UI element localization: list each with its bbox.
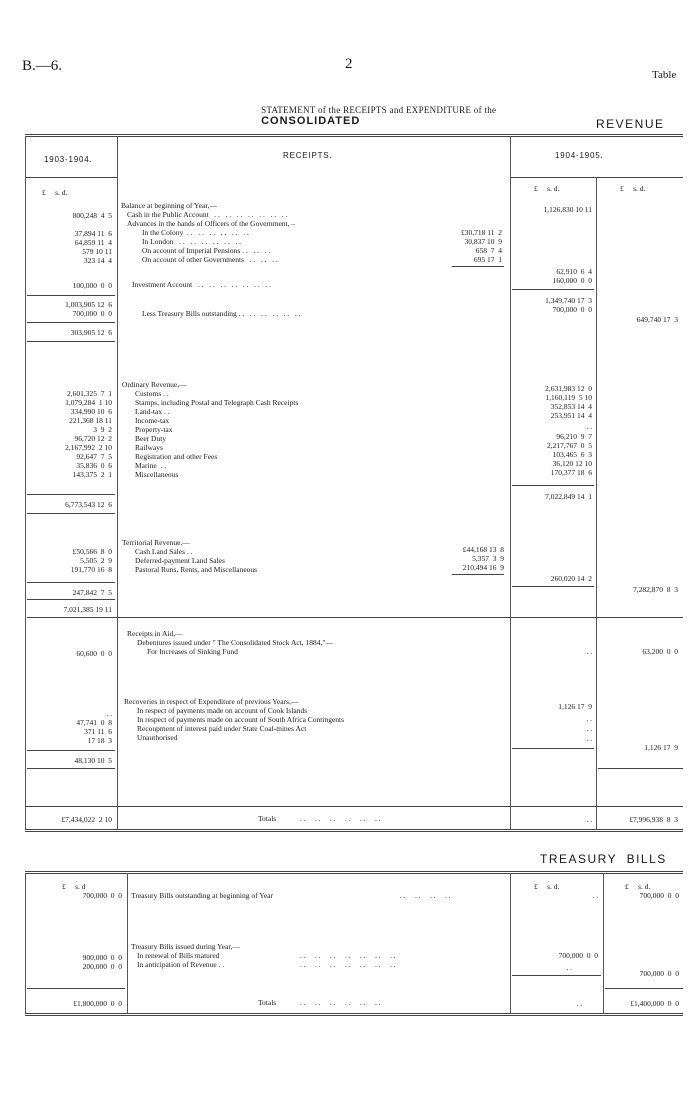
territorial-rule-left [27, 582, 115, 583]
ordinary-rule-mid [512, 485, 594, 486]
ord-prev-stamps: 1,079,284 1 10 [65, 398, 112, 407]
ord-curr-land-tax: 352,853 14 4 [550, 402, 592, 411]
rec-label-south-africa: In respect of payments made on account of South Africa Contingents [137, 715, 345, 724]
territorial-rule-mid [512, 586, 594, 587]
rec-prev-south-africa: 47,741 0 8 [76, 718, 112, 727]
ord-prev-property-tax: 3 9 2 [93, 425, 112, 434]
tb-outstanding-prev: 700,000 0 0 [72, 309, 112, 318]
advances-subtotal-rule [452, 266, 504, 267]
territorial-total-prev: 247,842 7 5 [72, 588, 112, 597]
revenue-bottom-border [25, 829, 683, 830]
tb-totals-curr: . . [576, 999, 582, 1008]
balance-heading: Balance at beginning of Year,— [121, 201, 217, 210]
recoveries-heading: Recoveries in respect of Expenditure of previous Years,— [124, 697, 299, 706]
investment-label: Investment Account . . . . . . . . . . . . . . [132, 280, 271, 289]
ord-label-customs: Customs . . [135, 389, 169, 398]
terr-inner-pastoral: 210,494 16 9 [462, 563, 504, 572]
ord-prev-misc: 143,375 2 1 [72, 470, 112, 479]
ord-label-land-tax: Land-tax . . [135, 407, 170, 416]
tb-outstanding-leaders: . . . . . . . . [400, 891, 451, 900]
net-balance-rule [27, 322, 115, 323]
ordinary-total-prev: 6,773,543 12 6 [65, 500, 112, 509]
tb-issued-rule-mid [512, 975, 601, 976]
ord-curr-customs: 2,631,983 12 0 [545, 384, 592, 393]
tb-totals-right: £1,400,000 0 0 [630, 999, 679, 1008]
imperial-pensions-prev: 579 10 11 [82, 247, 112, 256]
aid-line1: Debentures issued under " The Consolidated Stock Act, 1884,"— [137, 638, 333, 647]
tb-issued-heading: Treasury Bills issued during Year,— [131, 942, 241, 951]
in-colony-inner: £30,718 11 2 [461, 228, 502, 237]
in-london-inner: 30,837 10 9 [464, 237, 502, 246]
investment-prev: 100,000 0 0 [72, 281, 112, 290]
ord-prev-registration: 92,647 7 5 [76, 452, 112, 461]
other-govts-label: On account of other Governments . . . . . . [142, 255, 278, 264]
tb-anticipation-leaders: . . . . . . . . . . . . . . [300, 960, 396, 969]
terr-label-pastoral: Pastoral Runs, Rents, and Miscellaneous [135, 565, 258, 574]
ord-curr-stamps: 1,160,119 5 10 [545, 393, 592, 402]
units-right: £ s. d. [620, 184, 646, 193]
terr-prev-cash: £50,566 8 0 [72, 547, 112, 556]
table-word: Table [652, 69, 677, 81]
revenue-totals-prev: £7,434,022 2 10 [61, 815, 112, 824]
aid-curr: . . [586, 647, 592, 656]
balance-rule-left [27, 295, 115, 296]
treasury-left-border [25, 873, 26, 1013]
ordinary-rule-left [27, 494, 115, 495]
col-head-rule-left [25, 177, 117, 178]
tb-totals-label: Totals [258, 998, 277, 1007]
ord-curr-misc: 170,377 18 6 [550, 468, 592, 477]
aid-right: 63,200 0 0 [642, 647, 678, 656]
imperial-pensions-label: On account of Imperial Pensions . . . . . . [142, 246, 271, 255]
totals-top-rule [25, 806, 683, 807]
rec-curr-unauthorised: . . [586, 734, 592, 743]
ord-prev-land-tax: 334,990 10 6 [70, 407, 112, 416]
recoveries-rule-right [598, 768, 683, 769]
recoveries-rule-left-2 [27, 768, 115, 769]
balance-cash-label: Cash in the Public Account . . . . . . . . . . . . . . [127, 210, 288, 219]
in-london-prev: 64,859 11 4 [74, 238, 112, 247]
tb-outstanding-right: 700,000 0 0 [639, 891, 679, 900]
terr-inner-rule [452, 574, 504, 575]
tb-units-mid: £ s. d. [534, 882, 560, 891]
recoveries-right: 1,126 17 9 [644, 743, 678, 752]
tb-rule-left [27, 988, 125, 989]
aid-line2: For Increases of Sinking Fund [147, 647, 238, 656]
territorial-heading: Territorial Revenue,— [122, 538, 190, 547]
tb-units-right: £ s. d. [625, 882, 651, 891]
ord-label-misc: Miscellaneous [135, 470, 179, 479]
territorial-full-rule [27, 617, 683, 618]
in-colony-label: In the Colony . . . . . . . . . . . . [142, 228, 249, 237]
tb-totals-leaders: . . . . . . . . . . . . [300, 998, 381, 1007]
ord-label-registration: Registration and other Fees [135, 452, 218, 461]
tb-renewal-label: In renewal of Bills matured [137, 951, 220, 960]
net-balance-right: 649,740 17 3 [636, 315, 678, 324]
col-header-receipts: RECEIPTS. [283, 151, 333, 160]
rec-prev-cook: . . [106, 709, 112, 718]
tb-outstanding-prev: 700,000 0 0 [82, 891, 122, 900]
tb-rule-right [605, 988, 683, 989]
terr-inner-cash: £44,168 13 8 [462, 545, 504, 554]
treasury-bottom-double [25, 1015, 683, 1016]
revenue-bottom-double [25, 831, 683, 832]
tb-anticipation-prev: 200,000 0 0 [82, 962, 122, 971]
col-header-1904: 1904-1905. [555, 151, 604, 160]
tb-renewal-prev: 900,000 0 0 [82, 953, 122, 962]
imperial-pensions-inner: 658 7 4 [475, 246, 502, 255]
rec-prev-unauthorised: 17 18 3 [87, 736, 112, 745]
treasury-col-divider-3 [603, 873, 604, 1013]
running-total-prev: 7,021,385 19 11 [63, 605, 112, 614]
rec-prev-coal: 371 11 6 [84, 727, 112, 736]
gross-balance-curr: 1,349,740 17 3 [545, 296, 592, 305]
less-treasury-label: Less Treasury Bills outstanding . . . . . . . . . . . . [142, 309, 301, 318]
statement-title [256, 95, 496, 127]
revenue-totals-right: £7,996,938 8 3 [629, 815, 678, 824]
ord-prev-customs: 2,601,325 7 1 [67, 389, 112, 398]
advances-heading: Advances in the hands of Officers of the Government, – [127, 219, 296, 228]
territorial-rule-left-2 [27, 599, 115, 600]
revenue-top-border [25, 134, 683, 135]
recoveries-rule-left [27, 750, 115, 751]
treasury-top-border [25, 871, 683, 872]
balance-cash-curr: 1,126,830 10 11 [543, 205, 592, 214]
territorial-right: 7,282,870 8 3 [633, 585, 678, 594]
tb-issued-right: 700,000 0 0 [639, 969, 679, 978]
revenue-col-divider-1 [117, 136, 118, 829]
tb-totals-prev: £1,800,000 0 0 [73, 999, 122, 1008]
revenue-totals-label: Totals [258, 814, 277, 823]
rec-curr-cook: 1,126 17 9 [558, 702, 592, 711]
revenue-totals-curr: . . [586, 815, 592, 824]
revenue-totals-leaders: . . . . . . . . . . . . [300, 814, 381, 823]
statement-title-bold: CONSOLIDATED [261, 115, 361, 127]
tb-outstanding-label: Treasury Bills outstanding at beginning of Year [131, 891, 274, 900]
page-number: 2 [345, 56, 353, 72]
territorial-total-curr: 260,020 14 2 [550, 574, 592, 583]
ord-label-stamps: Stamps, including Postal and Telegraph Cash Receipts [135, 398, 299, 407]
recoveries-total-prev: 48,130 10 5 [74, 756, 112, 765]
tb-renewal-curr: 700,000 0 0 [558, 951, 598, 960]
ord-curr-income-tax: 253,951 14 4 [550, 411, 592, 420]
ord-curr-marine: 36,120 12 10 [552, 459, 592, 468]
col-header-1903: 1903-1904. [44, 155, 93, 164]
other-govts-prev: 323 14 4 [83, 256, 112, 265]
rec-curr-south-africa: . . [586, 714, 592, 723]
treasury-bottom-border [25, 1013, 683, 1014]
treasury-col-divider-2 [510, 873, 511, 1013]
rec-label-coal: Recoupment of interest paid under State Coal-mines Act [137, 724, 307, 733]
rec-curr-coal: . . [586, 724, 592, 733]
ord-label-income-tax: Income-tax [135, 416, 170, 425]
ordinary-rule-left-2 [27, 513, 115, 514]
revenue-top-border-2 [25, 136, 683, 137]
ordinary-heading: Ordinary Revenue,— [122, 380, 187, 389]
revenue-col-divider-3 [596, 177, 597, 829]
advances-curr: 62,910 6 4 [556, 267, 592, 276]
gross-balance-prev: 1,003,905 12 6 [65, 300, 112, 309]
ord-label-beer-duty: Beer Duty [135, 434, 167, 443]
aid-prev: 60,600 0 0 [76, 649, 112, 658]
terr-prev-pastoral: 191,770 16 8 [70, 565, 112, 574]
balance-rule-mid [512, 289, 594, 290]
tb-anticipation-label: In anticipation of Revenue . . [137, 960, 225, 969]
terr-inner-deferred: 5,357 3 9 [472, 554, 504, 563]
statement-title-text: STATEMENT of the RECEIPTS and EXPENDITURE of the [261, 105, 497, 115]
ord-curr-property-tax: . . [586, 422, 592, 431]
in-london-label: In London . . . . . . . . . . . . [142, 237, 241, 246]
ordinary-total-curr: 7,022,849 14 1 [545, 492, 592, 501]
ord-prev-income-tax: 221,368 18 11 [69, 416, 112, 425]
tb-outstanding-curr: . . [592, 891, 598, 900]
ord-prev-marine: 35,836 0 6 [76, 461, 112, 470]
aid-heading: Receipts in Aid,— [127, 629, 183, 638]
net-balance-prev: 303,905 12 6 [70, 328, 112, 337]
ord-label-property-tax: Property-tax [135, 425, 173, 434]
units-mid: £ s. d. [534, 184, 560, 193]
tb-anticipation-curr: . . [566, 963, 572, 972]
revenue-left-border [25, 136, 26, 829]
ord-label-marine: Marine . . [135, 461, 167, 470]
tb-outstanding-curr: 700,000 0 0 [552, 305, 592, 314]
revenue-col-divider-2 [510, 136, 511, 829]
document-reference: B.—6. [22, 58, 63, 74]
units-left: £ s. d. [42, 188, 68, 197]
ord-label-railways: Railways [135, 443, 163, 452]
treasury-col-divider-1 [127, 873, 128, 1013]
rec-label-unauthorised: Unauthorised [137, 733, 178, 742]
treasury-section-title: TREASURY BILLS [540, 852, 667, 866]
ord-prev-beer-duty: 96,720 12 2 [74, 434, 112, 443]
terr-prev-deferred: 5,505 2 9 [80, 556, 112, 565]
revenue-section-title: REVENUE [596, 117, 665, 131]
net-balance-rule-2 [27, 341, 115, 342]
rec-label-cook: In respect of payments made on account of Cook Islands [137, 706, 308, 715]
ord-curr-railways: 2,217,767 0 5 [547, 441, 592, 450]
ord-prev-railways: 2,167,992 2 10 [65, 443, 112, 452]
recoveries-rule-mid [512, 748, 594, 749]
other-govts-inner: 695 17 1 [473, 255, 502, 264]
in-colony-prev: 37,894 11 6 [74, 229, 112, 238]
terr-label-cash: Cash Land Sales . . [135, 547, 193, 556]
balance-cash-prev: 800,248 4 5 [72, 211, 112, 220]
tb-units-left: £ s. d [62, 882, 86, 891]
ord-curr-beer-duty: 96,210 9 7 [556, 432, 592, 441]
terr-label-deferred: Deferred-payment Land Sales [135, 556, 225, 565]
treasury-top-border-2 [25, 873, 683, 874]
tb-renewal-leaders: . . . . . . . . . . . . . . [300, 951, 396, 960]
ord-curr-registration: 103,465 6 3 [552, 450, 592, 459]
investment-curr: 160,000 0 0 [552, 276, 592, 285]
